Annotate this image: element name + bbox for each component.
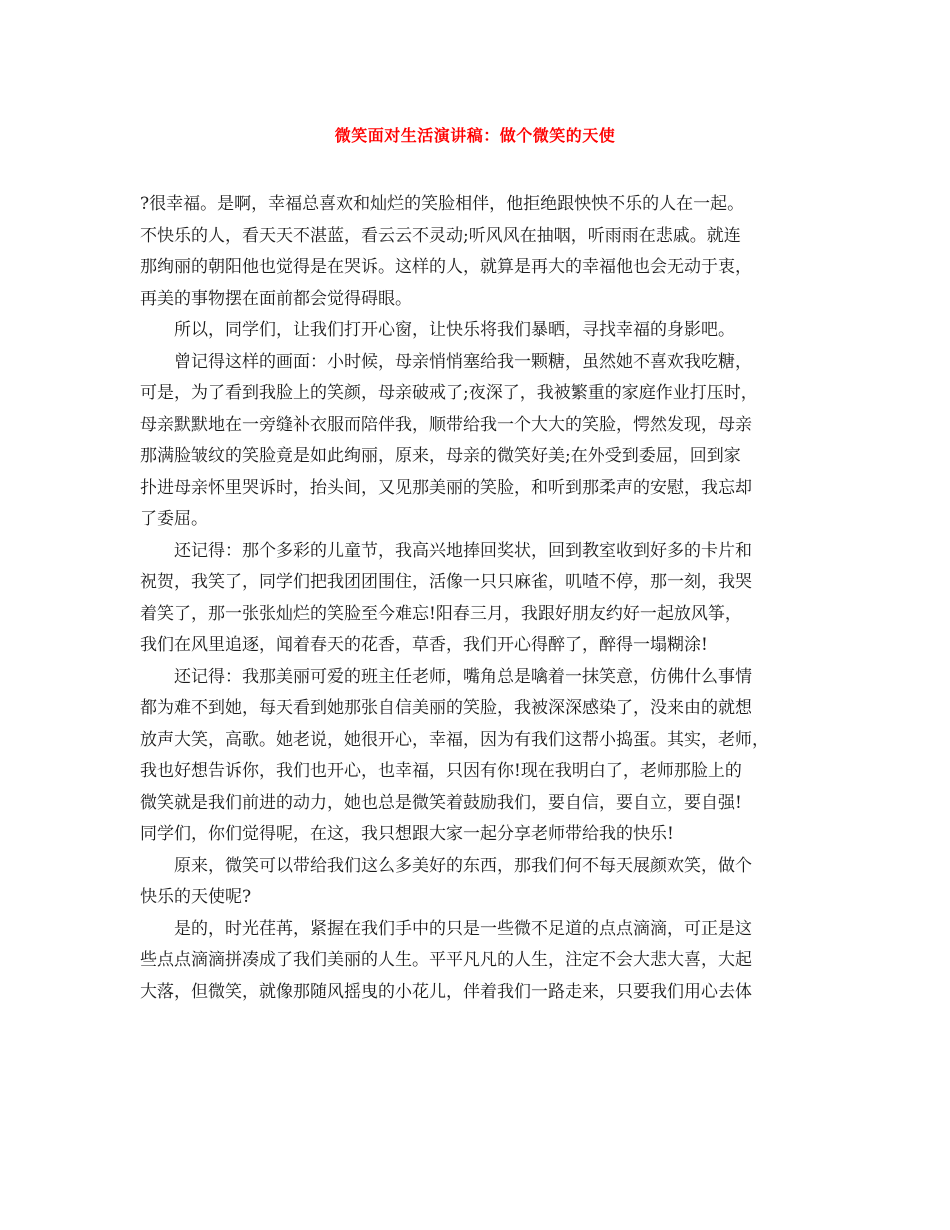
paragraph — [140, 536, 816, 662]
paragraph — [140, 315, 816, 347]
paragraph-line: 都为难不到她，每天看到她那张自信美丽的笑脸，我被深深感染了，没来由的就想 — [140, 698, 752, 718]
paragraph-line: 大落，但微笑，就像那随风摇曳的小花儿，伴着我们一路走来，只要我们用心去体 — [140, 981, 752, 1002]
paragraph-line: 快乐的天使呢? — [140, 887, 252, 907]
paragraph-line: 那满脸皱纹的笑脸竟是如此绚丽，原来，母亲的微笑好美;在外受到委屈，回到家 — [140, 446, 741, 466]
paragraph — [140, 914, 816, 1009]
paragraph-line: 是的，时光荏苒，紧握在我们手中的只是一些微不足道的点点滴滴，可正是这 — [174, 918, 752, 939]
paragraph-line: 可是，为了看到我脸上的笑颜，母亲破戒了;夜深了，我被繁重的家庭作业打压时， — [140, 383, 758, 403]
document-title: 微笑面对生活演讲稿：做个微笑的天使 — [334, 126, 616, 145]
paragraph-line: 些点点滴滴拼凑成了我们美丽的人生。平平凡凡的人生，注定不会大悲大喜，大起 — [140, 950, 752, 970]
paragraph-line: 曾记得这样的画面：小时候，母亲悄悄塞给我一颗糖，虽然她不喜欢我吃糖， — [174, 351, 752, 372]
paragraph-line: 同学们，你们觉得呢，在这，我只想跟大家一起分享老师带给我的快乐! — [140, 824, 674, 844]
paragraph-line: 我也好想告诉你，我们也开心，也幸福，只因有你!现在我明白了，老师那脸上的 — [140, 761, 742, 781]
paragraph-line: 扑进母亲怀里哭诉时，抬头间，又见那美丽的笑脸，和听到那柔声的安慰，我忘却 — [140, 477, 752, 498]
paragraph-line: 再美的事物摆在面前都会觉得碍眼。 — [140, 288, 412, 309]
paragraph-line: 我们在风里追逐，闻着春天的花香，草香，我们开心得醉了，醉得一塌糊涂! — [140, 635, 708, 655]
paragraph-line: 那绚丽的朝阳他也觉得是在哭诉。这样的人，就算是再大的幸福他也会无动于衷， — [140, 257, 752, 277]
paragraph — [140, 189, 816, 315]
paragraph-line: 还记得：那个多彩的儿童节，我高兴地捧回奖状，回到教室收到好多的卡片和 — [174, 540, 752, 561]
paragraph-line: 不快乐的人，看天天不湛蓝，看云云不灵动;听风风在抽咽，听雨雨在悲戚。就连 — [140, 225, 741, 246]
paragraph-line: 所以，同学们，让我们打开心窗，让快乐将我们暴晒，寻找幸福的身影吧。 — [174, 320, 735, 340]
paragraph — [140, 851, 816, 914]
paragraph — [140, 347, 816, 536]
paragraph-line: 还记得：我那美丽可爱的班主任老师，嘴角总是噙着一抹笑意，仿佛什么事情 — [174, 666, 752, 687]
document-body — [140, 189, 816, 1008]
paragraph-line: 放声大笑，高歌。她老说，她很开心，幸福，因为有我们这帮小捣蛋。其实，老师， — [140, 729, 769, 750]
paragraph-line: 着笑了，那一张张灿烂的笑脸至今难忘!阳春三月，我跟好朋友约好一起放风筝， — [140, 603, 742, 624]
paragraph — [140, 662, 816, 851]
paragraph-line: 微笑就是我们前进的动力，她也总是微笑着鼓励我们，要自信，要自立，要自强! — [140, 792, 742, 813]
paragraph-line: 母亲默默地在一旁缝补衣服而陪伴我，顺带给我一个大大的笑脸，愕然发现，母亲 — [140, 414, 752, 435]
paragraph-line: 原来，微笑可以带给我们这么多美好的东西，那我们何不每天展颜欢笑，做个 — [174, 855, 752, 876]
paragraph-line: ?很幸福。是啊，幸福总喜欢和灿烂的笑脸相伴，他拒绝跟怏怏不乐的人在一起。 — [140, 194, 745, 214]
paragraph-line: 了委屈。 — [140, 509, 208, 529]
paragraph-line: 祝贺，我笑了，同学们把我团团围住，活像一只只麻雀，叽喳不停，那一刻，我哭 — [140, 572, 752, 592]
